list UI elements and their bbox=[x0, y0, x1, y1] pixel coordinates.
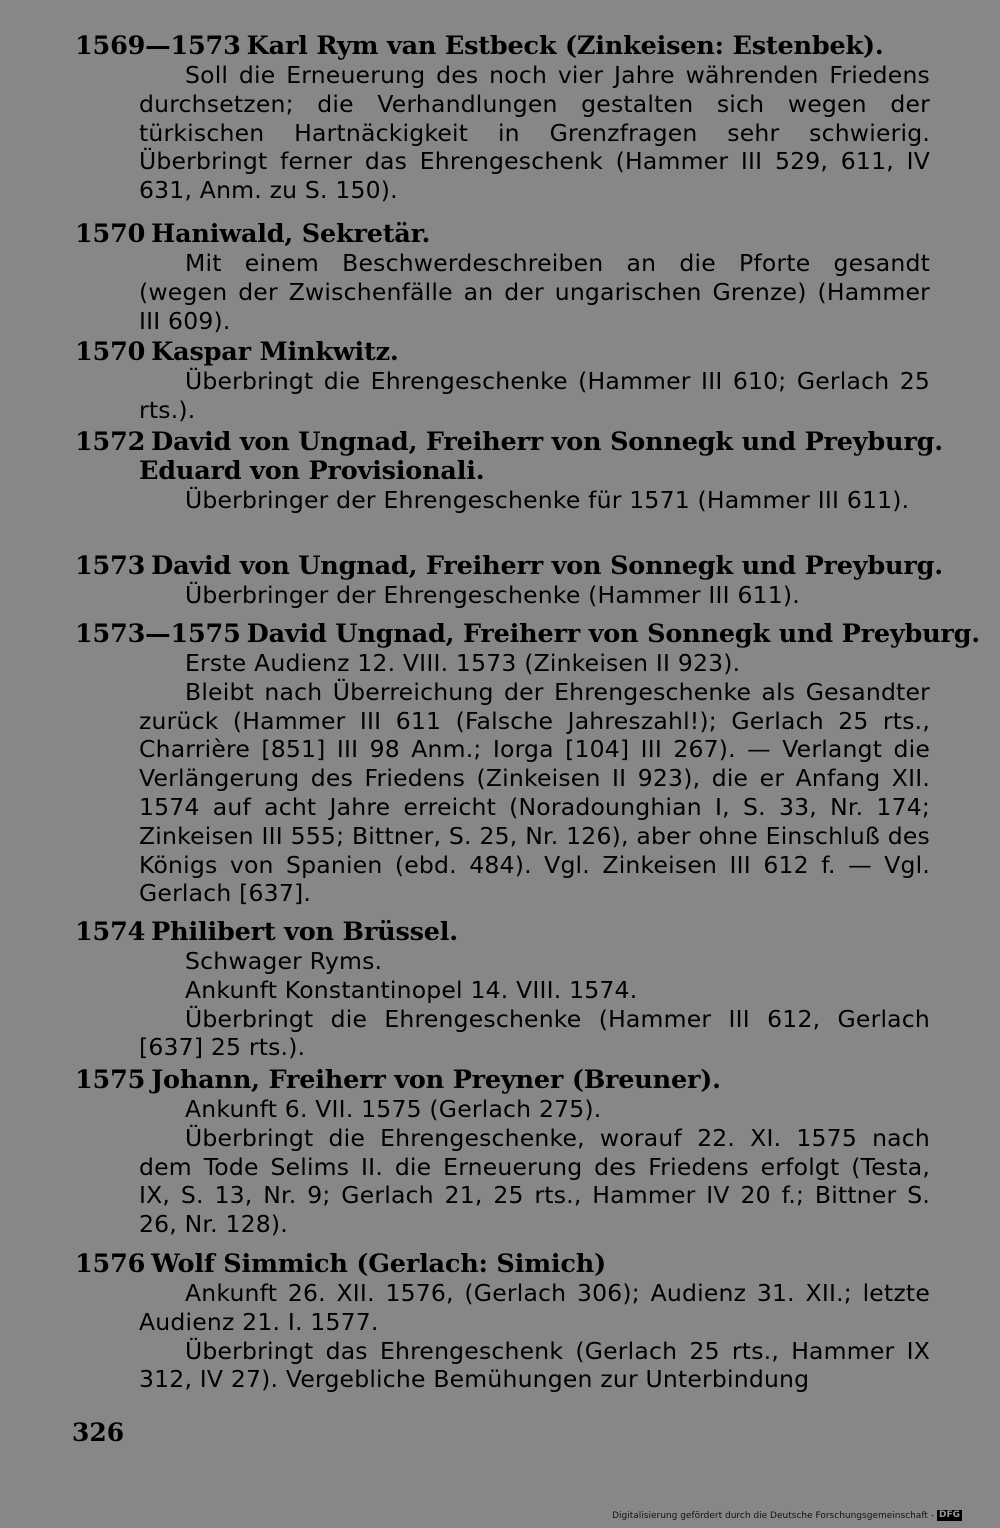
entry-paragraph: Erste Audienz 12. VIII. 1573 (Zinkeisen II 923). bbox=[185, 649, 741, 677]
entry-paragraph: Bleibt nach Überreichung der Ehrengeschenke als Gesandter zurück (Hammer III 611 (Falsche Jahreszahl!); Gerlach 25 rts., Charrière [851] III 98 Anm.; Iorga [104] III 267). — Verlangt die Verlängerung des Friedens (Zinkeisen II 923), die er Anfang XII. 1574 auf acht Jahre erreicht (Noradounghian I, S. 33, Nr. 174; Zinkeisen III 555; Bittner, S. 25, Nr. 126), aber ohne Einschluß des Königs von Spanien (ebd. 484). Vgl. Zinkeisen III 612 f. — Vgl. Gerlach [637]. bbox=[139, 677, 930, 908]
entry-heading bbox=[75, 427, 943, 457]
entry-heading bbox=[75, 338, 930, 367]
entry-heading bbox=[75, 619, 980, 649]
entry-year: 1569—1573 bbox=[75, 31, 241, 61]
entry-year: 1570 bbox=[75, 219, 146, 249]
entry-paragraph: Überbringer der Ehrengeschenke für 1571 (Hammer III 611). bbox=[185, 486, 910, 514]
entry-paragraph: Ankunft 6. VII. 1575 (Gerlach 275). bbox=[185, 1095, 602, 1123]
page-number: 326 bbox=[72, 1418, 125, 1447]
entry-year: 1570 bbox=[75, 337, 146, 367]
entry-subheading bbox=[75, 457, 930, 486]
entry-year: 1575 bbox=[75, 1065, 146, 1095]
entry-subname: Eduard von Provisionali. bbox=[139, 456, 485, 486]
entry-paragraph: Mit einem Beschwerdeschreiben an die Pforte gesandt (wegen der Zwischenfälle an der ungarischen Grenze) (Hammer III 609). bbox=[139, 249, 930, 335]
entry-name: David Ungnad, Freiherr von Sonnegk und Preyburg. bbox=[246, 619, 980, 649]
entry-year: 1574 bbox=[75, 917, 146, 947]
entry-1573 bbox=[75, 551, 943, 610]
entry-paragraph: Ankunft 26. XII. 1576, (Gerlach 306); Audienz 31. XII.; letzte Audienz 21. I. 1577. bbox=[139, 1279, 930, 1336]
dfg-logo: DFG bbox=[938, 1510, 960, 1520]
entry-1570-minkwitz bbox=[75, 338, 930, 425]
entry-paragraph: Überbringt die Ehrengeschenke (Hammer III 612, Gerlach [637] 25 rts.). bbox=[139, 1004, 930, 1062]
entry-1575 bbox=[75, 1066, 930, 1239]
entry-1569 bbox=[75, 32, 930, 205]
entry-heading bbox=[75, 32, 930, 61]
entry-paragraph: Überbringt die Ehrengeschenke, worauf 22. XI. 1575 nach dem Tode Selims II. die Erneuerung des Friedens erfolgt (Testa, IX, S. 13, Nr. 9; Gerlach 21, 25 rts., Hammer IV 20 f.; Bittner S. 26, Nr. 128). bbox=[139, 1123, 930, 1239]
entry-1572 bbox=[75, 427, 943, 515]
entry-name: Karl Rym van Estbeck (Zinkeisen: Estenbek). bbox=[246, 31, 884, 61]
entry-year: 1572 bbox=[75, 427, 146, 457]
entry-heading bbox=[75, 918, 930, 947]
entry-1570-haniwald bbox=[75, 220, 930, 335]
entry-heading bbox=[75, 1250, 930, 1279]
entry-name: Johann, Freiherr von Preyner (Breuner). bbox=[151, 1065, 721, 1095]
footer-credit bbox=[612, 1510, 962, 1521]
footer-text: Digitalisierung gefördert durch die Deutsche Forschungsgemeinschaft - bbox=[612, 1510, 934, 1521]
entry-heading bbox=[75, 551, 943, 581]
entry-name: Haniwald, Sekretär. bbox=[151, 219, 431, 249]
entry-paragraph: Überbringt das Ehrengeschenk (Gerlach 25 rts., Hammer IX 312, IV 27). Vergebliche Bemühungen zur Unterbindung bbox=[139, 1336, 930, 1394]
entry-paragraph: Schwager Ryms. bbox=[185, 947, 383, 975]
entry-heading bbox=[75, 1066, 930, 1095]
entry-year: 1576 bbox=[75, 1249, 146, 1279]
entry-paragraph: Soll die Erneuerung des noch vier Jahre währenden Friedens durchsetzen; die Verhandlungen gestalten sich wegen der türkischen Hartnäckigkeit in Grenzfragen sehr schwierig. Überbringt ferner das Ehrengeschenk (Hammer III 529, 611, IV 631, Anm. zu S. 150). bbox=[139, 61, 930, 205]
entry-1573-1575 bbox=[75, 619, 980, 908]
entry-paragraph: Überbringer der Ehrengeschenke (Hammer III 611). bbox=[185, 581, 800, 609]
entry-name: Wolf Simmich (Gerlach: Simich) bbox=[151, 1249, 606, 1279]
entry-1574 bbox=[75, 918, 930, 1062]
entry-year: 1573—1575 bbox=[75, 619, 241, 649]
entry-paragraph: Ankunft Konstantinopel 14. VIII. 1574. bbox=[185, 975, 638, 1004]
entry-year: 1573 bbox=[75, 551, 146, 581]
entry-paragraph: Überbringt die Ehrengeschenke (Hammer III 610; Gerlach 25 rts.). bbox=[139, 367, 930, 424]
entry-name: David von Ungnad, Freiherr von Sonnegk und Preyburg. bbox=[151, 551, 943, 581]
entry-name: Philibert von Brüssel. bbox=[151, 917, 458, 947]
entry-name: David von Ungnad, Freiherr von Sonnegk und Preyburg. bbox=[151, 427, 943, 457]
entry-name: Kaspar Minkwitz. bbox=[151, 337, 399, 367]
entry-heading bbox=[75, 220, 930, 249]
entry-1576 bbox=[75, 1250, 930, 1394]
